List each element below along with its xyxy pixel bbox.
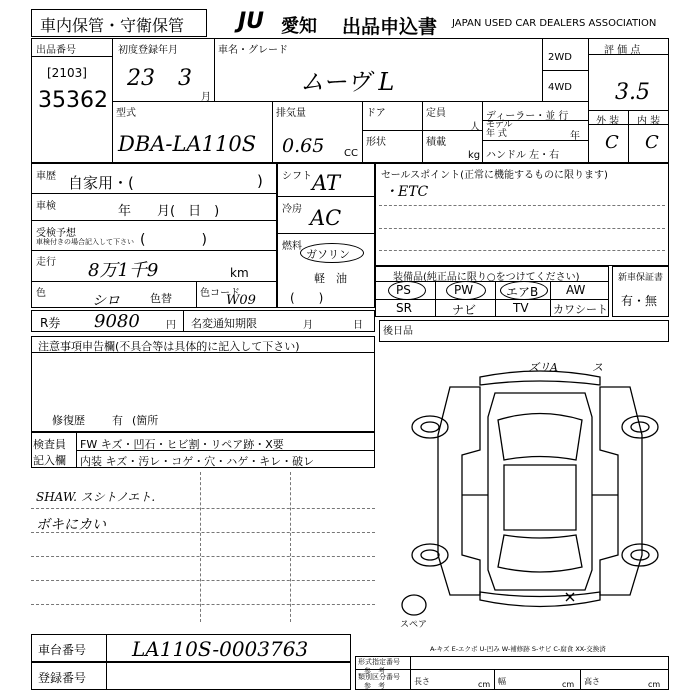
exterior-value: C (605, 132, 619, 153)
history-close: ) (257, 172, 263, 190)
capacity-label: 定員 (426, 108, 446, 119)
equip-navi: ナビ (452, 303, 477, 317)
load-unit: kg (468, 150, 481, 161)
spare-label: スペア (400, 620, 428, 630)
diagram-note-1: ズリA (528, 361, 558, 374)
left-side-body (438, 387, 480, 595)
fw-row: FW キズ・凹石・ヒビ割・リペア跡・X要 (80, 438, 284, 451)
form-title: 出品申込書 (342, 16, 438, 38)
listing-no-label: 出品番号 (36, 45, 76, 56)
mileage-unit: km (230, 266, 249, 280)
fuel-paren: ( ) (290, 291, 324, 305)
type-value: DBA-LA110S (118, 132, 257, 156)
spare-wheel (402, 595, 426, 615)
sales-value: ・ETC (384, 184, 429, 200)
mileage-label: 走行 (36, 257, 56, 268)
fuel-label: 燃料 (282, 241, 302, 252)
warranty-label: 新車保証書 (618, 273, 664, 283)
repair-value: 有 (112, 414, 123, 427)
chassis-label: 車台番号 (38, 643, 87, 657)
r-unit: 円 (166, 320, 176, 331)
reference-label-2: 参 考 (364, 682, 385, 690)
repair-place: (箇所 (132, 414, 159, 427)
registration-label: 登録番号 (38, 671, 87, 685)
sales-label: セールスポイント(正常に機能するものに限ります) (381, 170, 608, 181)
equip-ps: PS (396, 283, 411, 297)
inspector-label: 検査員 (33, 438, 66, 451)
handwritten-note-1: SHAW. スシトノエト. (36, 490, 156, 504)
door-label: ドア (366, 108, 386, 119)
history-label: 車歴 (36, 171, 56, 182)
history-value: 自家用・( (68, 174, 134, 192)
receipt-label: 受検予想 (36, 228, 76, 239)
interior-label: 内 装 (637, 116, 661, 127)
first-reg-year: 23 (127, 66, 155, 91)
cooler-label: 冷房 (282, 204, 302, 215)
shift-value: AT (312, 171, 341, 195)
org-name-jp: 愛知 (281, 16, 317, 37)
first-reg-month: 3 (178, 66, 192, 91)
rear-bumper (480, 592, 600, 607)
r-label: R券 (40, 316, 61, 330)
length-label: 長さ (414, 677, 430, 686)
grade-value: 3.5 (615, 80, 650, 105)
wheel-front-left (412, 416, 448, 438)
drive-2wd: 2WD (548, 52, 572, 63)
equip-sr: SR (396, 301, 412, 315)
width-unit: cm (562, 680, 575, 689)
equip-tv: TV (513, 301, 529, 315)
form-number-label: 形式指定番号 (358, 658, 400, 666)
damage-legend: A-キズ E-エクボ U-凹み W-補修跡 S-サビ C-腐食 XX-交換済 (430, 645, 606, 653)
first-reg-label: 初度登録年月 (118, 45, 178, 56)
later-label: 後日品 (383, 326, 413, 337)
r-value: 9080 (94, 311, 140, 332)
receipt-sub: 車検付きの場合記入して下さい (36, 238, 134, 246)
displacement-value: 0.65 (282, 135, 325, 157)
entry-label: 記入欄 (33, 454, 66, 467)
inspection-value: 年 月( 日 ) (118, 204, 220, 219)
type-label: 型式 (116, 108, 136, 119)
listing-no: 35362 (38, 88, 108, 113)
interior-row: 内装 キズ・汚レ・コゲ・穴・ハゲ・キレ・破レ (80, 455, 315, 468)
drive-4wd: 4WD (548, 82, 572, 93)
equip-pw: PW (454, 283, 474, 297)
model-year-label: モデル 年 式 (486, 120, 513, 139)
car-damage-diagram (400, 355, 670, 645)
height-unit: cm (648, 680, 661, 689)
fuel-gas: ガソリン (306, 248, 350, 261)
receipt-value: ( ) (140, 232, 207, 248)
equip-aw: AW (566, 283, 586, 297)
grade-label: 評 価 点 (604, 45, 641, 56)
displacement-label: 排気量 (276, 108, 306, 119)
color-code-label: 色コード (200, 288, 240, 299)
diagram-note-2: ス (592, 361, 603, 374)
load-label: 積載 (426, 137, 446, 148)
dealer-label: ディーラー・並 行 (486, 111, 569, 122)
shift-label: シフト (282, 171, 312, 182)
name-change-label: 名変通知期限 (191, 317, 257, 330)
ju-logo: JU (238, 9, 265, 34)
height-label: 高さ (584, 677, 600, 686)
model-value: ムーヴ L (300, 68, 395, 96)
cooler-value: AC (310, 206, 342, 230)
notes-label: 注意事項申告欄(不具合等は具体的に記入して下さい) (38, 340, 300, 353)
storage-badge-text: 車内保管・守衛保管 (40, 16, 185, 35)
wheel-rear-left (412, 544, 448, 566)
right-side-body (600, 387, 642, 595)
color-label: 色 (36, 288, 46, 299)
repair-label: 修復歴 (52, 414, 85, 427)
interior-value: C (645, 132, 659, 153)
later-items-block (379, 320, 669, 342)
org-name-en: JAPAN USED CAR DEALERS ASSOCIATION (452, 18, 657, 29)
color-change-label: 色替 (150, 292, 172, 305)
chassis-value: LA110S-0003763 (132, 637, 309, 661)
handle-label: ハンドル 左・右 (486, 150, 560, 161)
fuel-diesel: 軽 油 (314, 272, 347, 285)
name-change-month: 月 (303, 320, 313, 331)
equip-airbag: エアB (506, 285, 539, 299)
handwritten-note-2: ボキにカい (36, 517, 106, 533)
equipment-label: 装備品(純正品に限り○をつけてください) (393, 272, 580, 283)
listing-no-small: [2103] (47, 66, 87, 80)
month-suffix: 月 (201, 92, 211, 103)
equip-seat: カワシート (553, 303, 608, 316)
mileage-value: 8万1千9 (88, 260, 159, 281)
inspection-label: 車検 (36, 201, 56, 212)
class-label: 類別区分番号 (358, 673, 400, 681)
shape-label: 形状 (366, 137, 386, 148)
warranty-value: 有・無 (621, 294, 658, 308)
capacity-unit: 人 (470, 122, 480, 133)
dimension-table (355, 656, 669, 690)
model-label: 車名・グレード (218, 45, 288, 56)
exterior-label: 外 装 (596, 116, 620, 127)
color-value: シロ (92, 293, 120, 309)
year-unit: 年 (570, 131, 580, 142)
color-code-value: W09 (226, 293, 256, 308)
displacement-unit: CC (344, 148, 358, 159)
name-change-day: 日 (353, 320, 363, 331)
length-unit: cm (478, 680, 491, 689)
reference-label-1: 参 考 (364, 667, 385, 675)
width-label: 幅 (498, 677, 506, 686)
